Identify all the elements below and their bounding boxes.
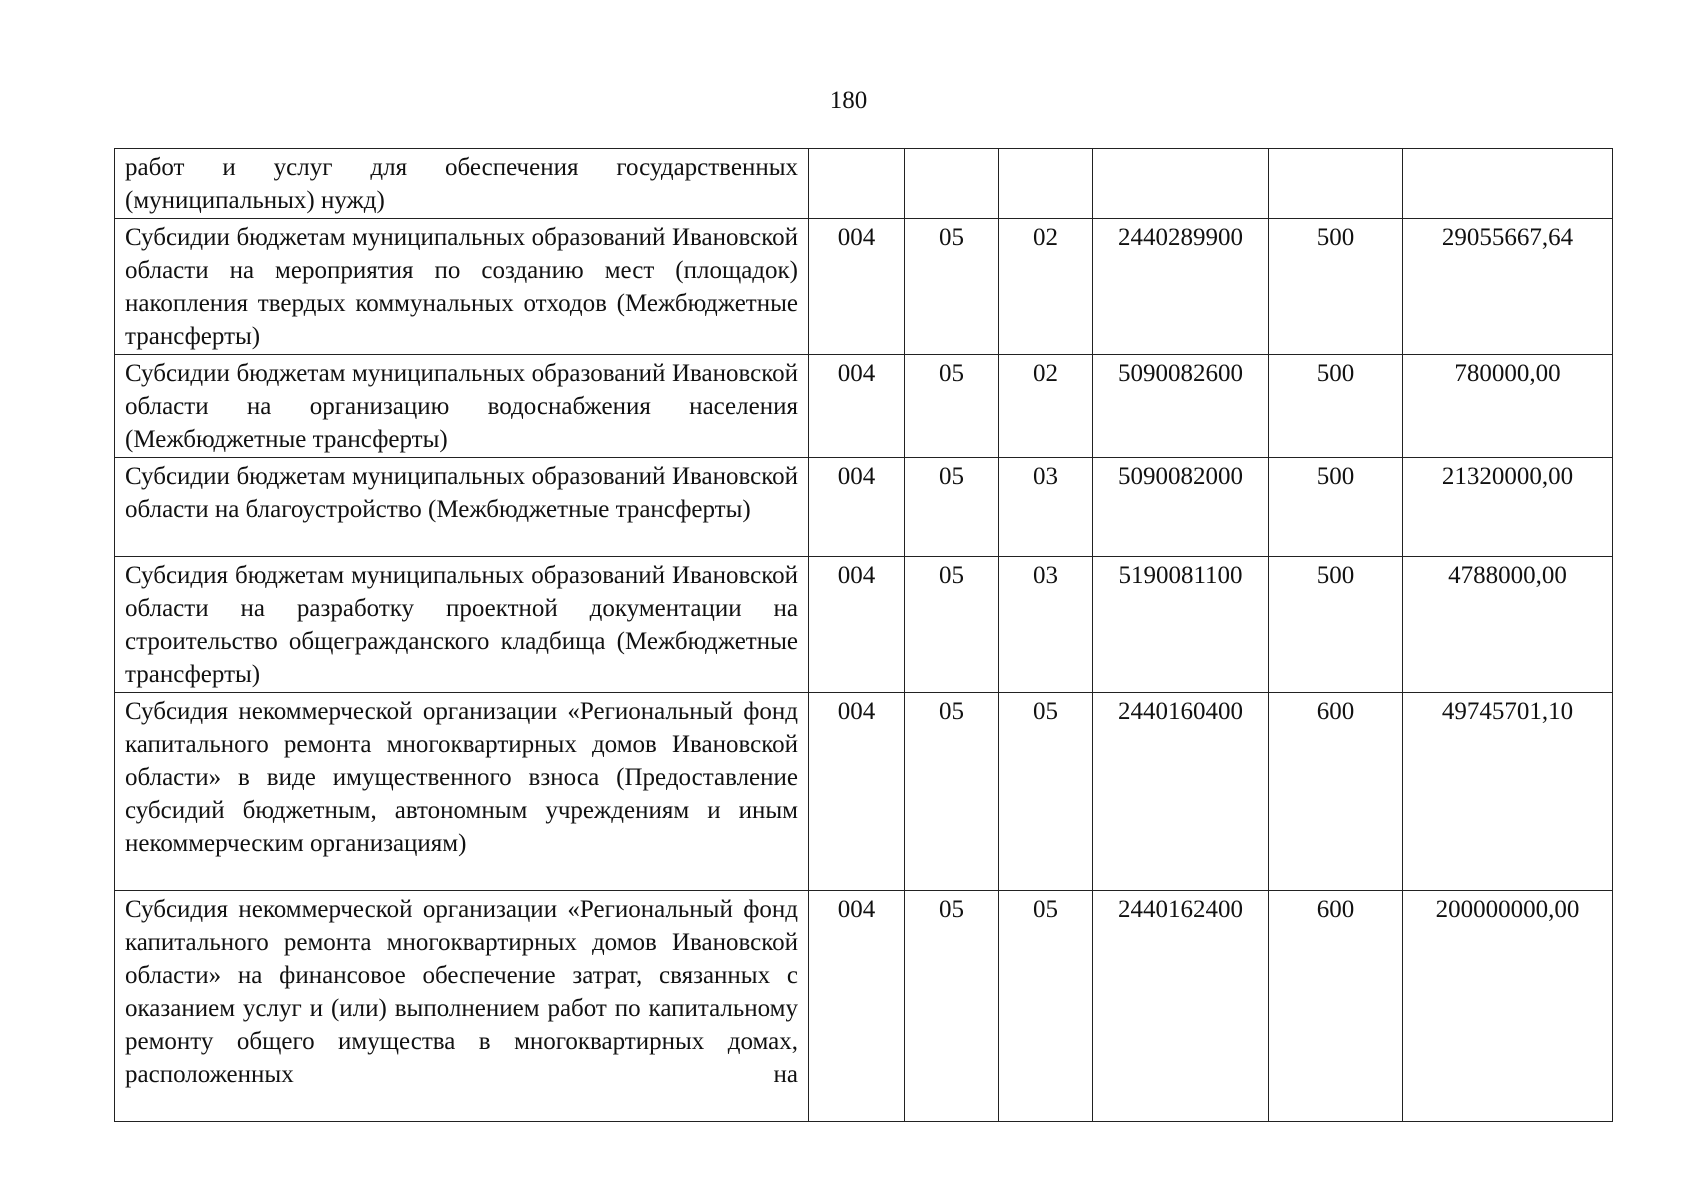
ministry-code-cell: 004 <box>809 219 905 355</box>
target-article-cell: 5190081100 <box>1093 557 1269 693</box>
subsection-code-cell: 03 <box>999 557 1093 693</box>
expense-type-cell: 600 <box>1269 891 1403 1122</box>
target-article-cell: 2440162400 <box>1093 891 1269 1122</box>
amount-cell: 49745701,10 <box>1403 693 1613 891</box>
row-description: Субсидии бюджетам муниципальных образований Ивановской области на благоустройство (Межбюджетные трансферты) <box>115 458 809 557</box>
expense-type-cell: 500 <box>1269 557 1403 693</box>
expense-type-cell: 500 <box>1269 355 1403 458</box>
subsection-code-cell: 05 <box>999 693 1093 891</box>
ministry-code-cell: 004 <box>809 693 905 891</box>
row-description: Субсидии бюджетам муниципальных образований Ивановской области на мероприятия по созданию мест (площадок) накопления твердых коммунальных отходов (Межбюджетные трансферты) <box>115 219 809 355</box>
section-code-cell: 05 <box>905 355 999 458</box>
table-row <box>115 693 1613 891</box>
section-code-cell: 05 <box>905 693 999 891</box>
expense-type-cell: 500 <box>1269 458 1403 557</box>
table-row <box>115 219 1613 355</box>
row-description: работ и услуг для обеспечения государственных (муниципальных) нужд) <box>115 149 809 219</box>
ministry-code-cell: 004 <box>809 458 905 557</box>
expense-type-cell: 500 <box>1269 219 1403 355</box>
row-description: Субсидии бюджетам муниципальных образований Ивановской области на организацию водоснабжения населения (Межбюджетные трансферты) <box>115 355 809 458</box>
section-code-cell: 05 <box>905 458 999 557</box>
target-article-cell: 2440289900 <box>1093 219 1269 355</box>
amount-cell <box>1403 149 1613 219</box>
expense-type-cell <box>1269 149 1403 219</box>
page-number: 180 <box>829 87 868 114</box>
target-article-cell: 5090082000 <box>1093 458 1269 557</box>
target-article-cell: 5090082600 <box>1093 355 1269 458</box>
expense-type-cell: 600 <box>1269 693 1403 891</box>
row-description: Субсидия некоммерческой организации «Региональный фонд капитального ремонта многоквартирных домов Ивановской области» на финансовое обеспечение затрат, связанных с оказанием услуг и (или) выполнением работ по капитальному ремонту общего имущества в многоквартирных домах, расположенных на <box>115 891 809 1122</box>
section-code-cell: 05 <box>905 891 999 1122</box>
amount-cell: 21320000,00 <box>1403 458 1613 557</box>
ministry-code-cell <box>809 149 905 219</box>
subsection-code-cell: 05 <box>999 891 1093 1122</box>
ministry-code-cell: 004 <box>809 355 905 458</box>
amount-cell: 4788000,00 <box>1403 557 1613 693</box>
amount-cell: 200000000,00 <box>1403 891 1613 1122</box>
table-row <box>115 149 1613 219</box>
budget-table <box>114 148 1613 1122</box>
subsection-code-cell: 02 <box>999 219 1093 355</box>
ministry-code-cell: 004 <box>809 891 905 1122</box>
subsection-code-cell <box>999 149 1093 219</box>
table-row <box>115 458 1613 557</box>
table-row <box>115 355 1613 458</box>
row-description: Субсидия некоммерческой организации «Региональный фонд капитального ремонта многоквартирных домов Ивановской области» в виде имущественного взноса (Предоставление субсидий бюджетным, автономным учреждениям и иным некоммерческим организациям) <box>115 693 809 891</box>
amount-cell: 780000,00 <box>1403 355 1613 458</box>
table-row <box>115 891 1613 1122</box>
target-article-cell <box>1093 149 1269 219</box>
row-description: Субсидия бюджетам муниципальных образований Ивановской области на разработку проектной документации на строительство общегражданского кладбища (Межбюджетные трансферты) <box>115 557 809 693</box>
section-code-cell: 05 <box>905 219 999 355</box>
table-row <box>115 557 1613 693</box>
amount-cell: 29055667,64 <box>1403 219 1613 355</box>
subsection-code-cell: 03 <box>999 458 1093 557</box>
section-code-cell <box>905 149 999 219</box>
subsection-code-cell: 02 <box>999 355 1093 458</box>
ministry-code-cell: 004 <box>809 557 905 693</box>
section-code-cell: 05 <box>905 557 999 693</box>
target-article-cell: 2440160400 <box>1093 693 1269 891</box>
